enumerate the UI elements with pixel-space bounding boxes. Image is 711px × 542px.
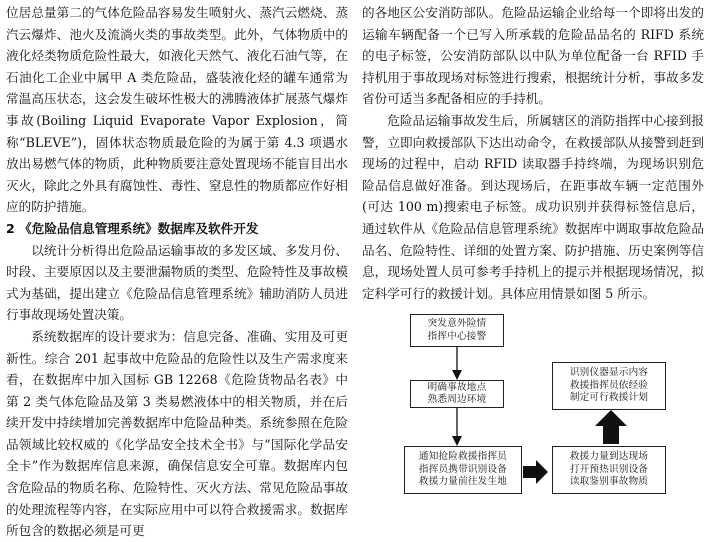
node-notify-line-2: 指挥员携带识别设备 (418, 463, 508, 475)
node-notify (404, 446, 522, 494)
node-alarm (410, 314, 504, 347)
left-paragraph-continuation: 位居总量第二的气体危险品容易发生喷射火、蒸汽云燃烧、蒸汽云爆炸、池火及流淌火类的事故类型。此外，气体物质中的液化烃类物质危险性最大，如液化天然气、液化石油气等，在石油化工企业中属甲 A 类危险品，盛装液化烃的罐车通常为常温高压状态，这会发生破坏性极大的沸腾液体扩展蒸气爆炸事故(Boiling Liquid Evaporate Vapor Explosion，简称“BLEVE”)，固体状态物质最危险的为属于第 4.3 项遇水放出易燃气体的物质，此种物质要注意处置现场不能盲目出水灭火，除此之外具有腐蚀性、毒性、窒息性的物质都应作好相应的防护措施。 (6, 5, 348, 215)
right-column (362, 2, 704, 304)
rfid-application-flowchart (362, 304, 706, 504)
arrowhead-confirm-to-notify (452, 436, 462, 446)
left-column (6, 2, 348, 542)
node-identify-line-2: 救援指挥员依经验 (569, 379, 649, 391)
node-notify-line-3: 救援力量前往发生地 (418, 476, 508, 488)
node-arrive-line-2: 打开预热识别设备 (569, 463, 649, 475)
node-arrive-line-1: 救援力量到达现场 (569, 451, 649, 463)
node-arrive (552, 446, 666, 494)
left-paragraph-3: 系统数据库的设计要求为：信息完备、准确、实用及可更新性。综合 201 起事故中危险品的危险性以及生产需求度来看，在数据库中加入国标 GB 12268《危险货物品名表》中第 2 类气体危险品及第 3 类易燃液体中的相关物质，并在后续开发中持续增加完善数据库中危险品种类。系统参照在危险品领域比较权威的《化学品安全技术全书》与“国际化学品安全卡”作为数据库信息来源，确保信息安全可靠。数据库内包含危险品的物质名称、危险特性、灭火方法、常见危险品事故的处理流程等内容，在实际应用中可以符合救援需求。数据库所包含的数据必须是可更 (6, 328, 348, 539)
node-confirm-line-2: 熟悉周边环境 (427, 394, 487, 405)
node-alarm-line-2: 指挥中心接警 (427, 330, 487, 342)
node-confirm (410, 380, 504, 408)
arrow-notify-to-arrive (523, 460, 548, 484)
node-identify-line-1: 识别仪器显示内容 (569, 367, 649, 379)
node-arrive-line-3: 读取鉴别事故物质 (569, 476, 649, 488)
section-heading: 2 《危险品信息管理系统》数据库及软件开发 (6, 220, 259, 236)
node-confirm-line-1: 明确事故地点 (427, 381, 487, 393)
node-alarm-line-1: 突发意外险情 (427, 318, 487, 329)
left-paragraph-2: 以统计分析得出危险品运输事故的多发区域、多发月份、时段、主要原因以及主要泄漏物质的类型、危险特性及事故模式为基础，提出建立《危险品信息管理系统》辅助消防人员进行事故现场处置决策。 (6, 242, 348, 323)
right-paragraph-2: 危险品运输事故发生后，所属辖区的消防指挥中心接到报警，立即向救援部队下达出动命令，在救援部队从接警到赶到现场的过程中，启动 RFID 读取器手持终端，为现场识别危险品信息做好准备。到达现场后，在距事故车辆一定范围外(可达 100 m)搜索电子标签。成功识别并获得标签信息后，通过软件从《危险品信息管理系统》数据库中调取事故危险品品名、危险特性、详细的处置方案、防护措施、历史案例等信息，现场处置人员可参考手持机上的提示并根据现场情况，拟定科学可行的救援计划。具体应用情景如图 5 所示。 (362, 112, 704, 301)
arrowhead-alarm-to-confirm (452, 370, 462, 380)
right-paragraph-continuation: 的各地区公安消防部队。危险品运输企业给每一个即将出发的运输车辆配备一个已写入所承载的危险品品名的 RIFD 系统的电子标签，公安消防部队以中队为单位配备一台 RFID 手持机用于事故现场对标签进行搜索，根据统计分析，事故多发省份可适当多配备相应的手持机。 (362, 5, 704, 107)
arrow-arrive-to-identify (595, 410, 627, 444)
node-identify-line-3: 制定可行救援计划 (569, 392, 649, 404)
node-identify (552, 362, 666, 410)
node-notify-line-1: 通知抢险救援指挥员 (418, 451, 508, 463)
